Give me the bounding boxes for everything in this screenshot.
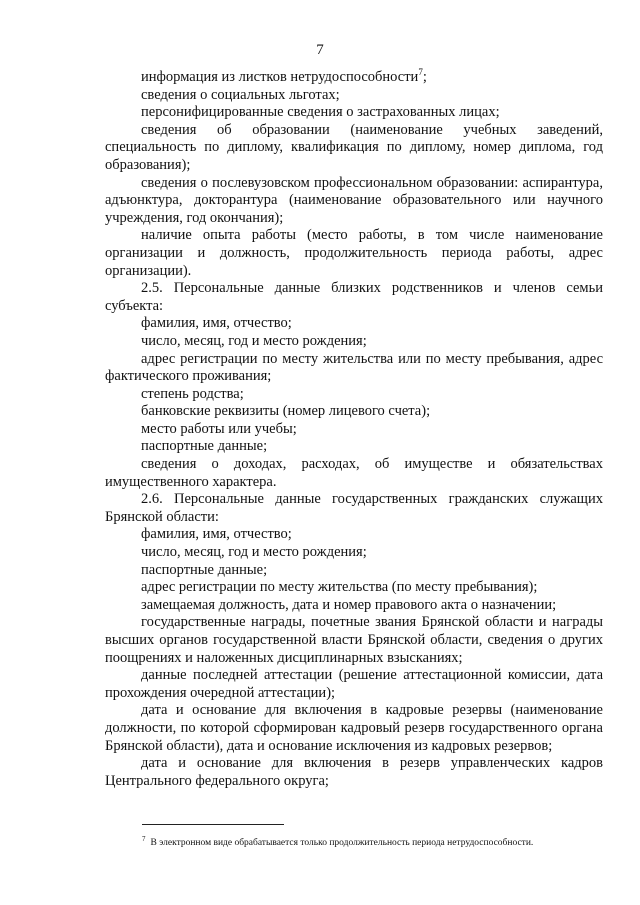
section-heading-2-5: 2.5. Персональные данные близких родственников и членов семьи субъекта: — [105, 280, 603, 314]
paragraph: банковские реквизиты (номер лицевого счета); — [141, 403, 431, 420]
paragraph: место работы или учебы; — [141, 420, 297, 437]
paragraph: число, месяц, год и место рождения; — [141, 544, 367, 561]
paragraph: адрес регистрации по месту жительства или по месту пребывания, адрес фактического проживания; — [105, 350, 603, 385]
paragraph: фамилия, имя, отчество; — [141, 526, 292, 543]
paragraph: сведения о социальных льготах; — [141, 86, 340, 103]
footnote-separator — [142, 824, 284, 825]
paragraph: информация из листков нетрудоспособности$^7$; — [141, 67, 427, 85]
paragraph: число, месяц, год и место рождения; — [141, 332, 367, 349]
paragraph: сведения об образовании (наименование учебных заведений, специальность по диплому, квалификация по диплому, номер диплома, год образования); — [105, 121, 603, 173]
paragraph: дата и основание для включения в резерв управленческих кадров Центрального федерального округа; — [105, 755, 603, 789]
paragraph: адрес регистрации по месту жительства (по месту пребывания); — [141, 579, 538, 596]
page-number: 7 — [316, 42, 324, 58]
paragraph: фамилия, имя, отчество; — [141, 315, 292, 332]
section-heading-2-6: 2.6. Персональные данные государственных гражданских служащих Брянской области: — [105, 491, 603, 525]
paragraph: государственные награды, почетные звания Брянской области и награды высших органов государственной власти Брянской области, сведения о других поощрениях и наложенных дисциплинарных взысканиях; — [105, 614, 603, 666]
paragraph: наличие опыта работы (место работы, в том числе наименование организации и должность, продолжительность периода работы, адрес организации). — [105, 227, 603, 279]
paragraph: степень родства; — [141, 385, 244, 402]
footnote-text: В электронном виде обрабатывается только продолжительность периода нетрудоспособности. — [150, 838, 534, 849]
paragraph: паспортные данные; — [141, 438, 268, 455]
paragraph: паспортные данные; — [141, 561, 268, 578]
paragraph: сведения о послевузовском профессиональном образовании: аспирантура, адъюнктура, докторантура (наименование образовательного или научного учреждения, год окончания); — [105, 174, 603, 226]
paragraph: персонифицированные сведения о застрахованных лицах; — [141, 104, 500, 121]
footnote — [142, 833, 622, 849]
paragraph: сведения о доходах, расходах, об имуществе и обязательствах имущественного характера. — [105, 456, 603, 490]
document-body — [105, 69, 603, 790]
paragraph: дата и основание для включения в кадровые резервы (наименование должности, по которой сформирован кадровый резерв государственного органа Брянской области), дата и основание исключения из кадровых резервов; — [105, 702, 603, 754]
paragraph: замещаемая должность, дата и номер правового акта о назначении; — [141, 596, 557, 613]
paragraph: данные последней аттестации (решение аттестационной комиссии, дата прохождения очередной аттестации); — [105, 667, 603, 701]
footnote-reference: 7 — [418, 67, 423, 78]
footnote-mark: 7 — [142, 835, 146, 843]
